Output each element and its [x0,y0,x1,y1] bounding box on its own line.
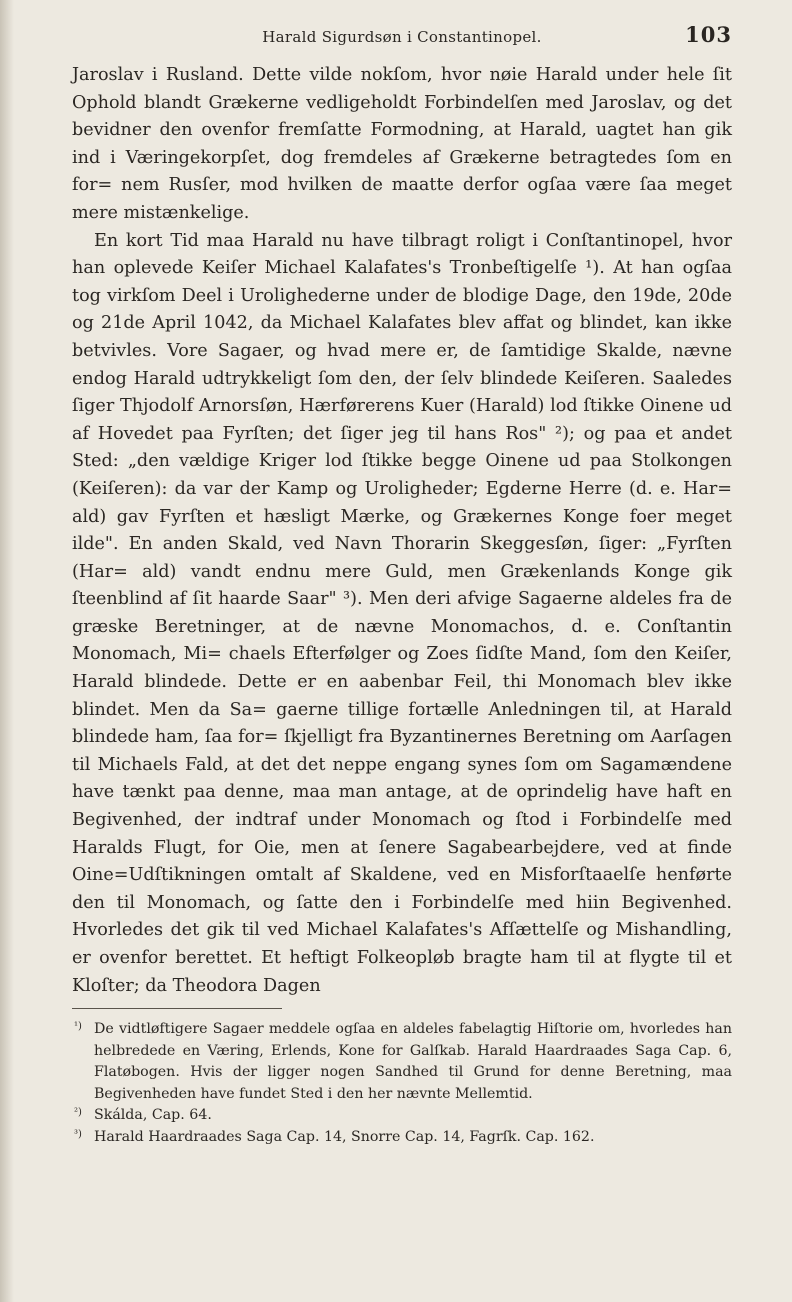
paragraph-2: En kort Tid maa Harald nu have tilbragt roligt i Conſtantinopel, hvor han oplevede Keiſer Michael Kalafates's Tronbeſtigelſe ¹). At han ogſaa tog virkſom Deel i Urolighederne under de blodige Dage, den 19de, 20de og 21de April 1042, da Michael Kalafates blev affat og blindet, kan ikke betvivles. Vore Sagaer, og hvad mere er, de ſamtidige Skalde, nævne endog Harald udtrykkeligt ſom den, der ſelv blindede Keiſeren. Saaledes ſiger Thjodolf Arnorsſøn, Hærførerens Kuer (Harald) lod ſtikke Oinene ud af Hovedet paa Fyrſten; det ſiger jeg til hans Ros" ²); og paa et andet Sted: „den vældige Kriger lod ſtikke begge Oinene ud paa Stolkongen (Keiſeren): da var der Kamp og Uroligheder; Egderne Herre (d. e. Har= ald) gav Fyrſten et hæsligt Mærke, og Grækernes Konge foer meget ilde". En anden Skald, ved Navn Thorarin Skeggesſøn, ſiger: „Fyrſten (Har= ald) vandt endnu mere Guld, men Grækenlands Konge gik ſteenblind af ſit haarde Saar" ³). Men deri afvige Sagaerne aldeles fra de græske Beretninger, at de nævne Monomachos, d. e. Conſtantin Monomach, Mi= chaels Efterfølger og Zoes ſidſte Mand, ſom den Keiſer, Harald blindede. Dette er en aabenbar Feil, thi Monomach blev ikke blindet. Men da Sa= gaerne tillige fortælle Anledningen til, at Harald blindede ham, ſaa for= ſkjelligt fra Byzantinernes Beretning om Aarſagen til Michaels Fald, at det det neppe engang synes ſom om Sagamændene have tænkt paa denne, maa man antage, at de oprindelig have haft en Begivenhed, der indtraf under Monomach og ſtod i Forbindelſe med Haralds Flugt, for Oie, men at ſenere Sagabearbejdere, ved at finde Oine=Udſtikningen omtalt af Skaldene, ved en Misforſtaaelſe henførte den til Monomach, og ſatte den i Forbindelſe med hiin Begivenhed. Hvorledes det gik til ved Michael Kalafates's Afſættelſe og Mishandling, er ovenfor berettet. Et heftigt Folkeopløb bragte ham til at flygte til et Kloſter; da Theodora Dagen [72,230,732,996]
footnote-divider [72,1008,282,1009]
page-number: 103 [685,22,732,47]
body-text [72,62,732,1000]
footnote-text: Harald Haardraades Saga Cap. 14, Snorre Cap. 14, Fagrſk. Cap. 162. [94,1128,595,1145]
footnote-3 [72,1127,732,1149]
page-gutter-shadow [0,0,14,1302]
footnote-text: Skálda, Cap. 64. [94,1107,212,1124]
page-header [72,22,732,48]
footnotes [72,1019,732,1148]
footnote-2 [72,1105,732,1127]
footnote-mark: ³) [74,1128,82,1140]
paragraph-1: Jaroslav i Rusland. Dette vilde nokſom, hvor nøie Harald under hele ſit Ophold blandt Grækerne vedligeholdt Forbindelſen med Jaroslav, og det bevidner den ovenfor fremſatte Formodning, at Harald, uagtet han gik ind i Væringekorpſet, dog fremdeles af Grækerne betragtedes ſom en for= nem Rusſer, mod hvilken de maatte derfor ogſaa være ſaa meget mere mistænkelige. [72,65,732,223]
footnote-mark: ¹) [74,1021,82,1033]
footnote-text: De vidtløftigere Sagaer meddele ogſaa en aldeles fabelagtig Hiſtorie om, hvorledes han helbredede en Væring, Erlends, Kone for Galſkab. Harald Haardraades Saga Cap. 6, Flatøbogen. Hvis der ligger nogen Sandhed til Grund for denne Beretning, maa Begivenheden have fundet Sted i den her nævnte Mellemtid. [94,1021,732,1102]
footnote-1 [72,1019,732,1105]
footnote-mark: ²) [74,1107,82,1119]
running-head: Harald Sigurdsøn i Constantinopel. [262,28,542,46]
